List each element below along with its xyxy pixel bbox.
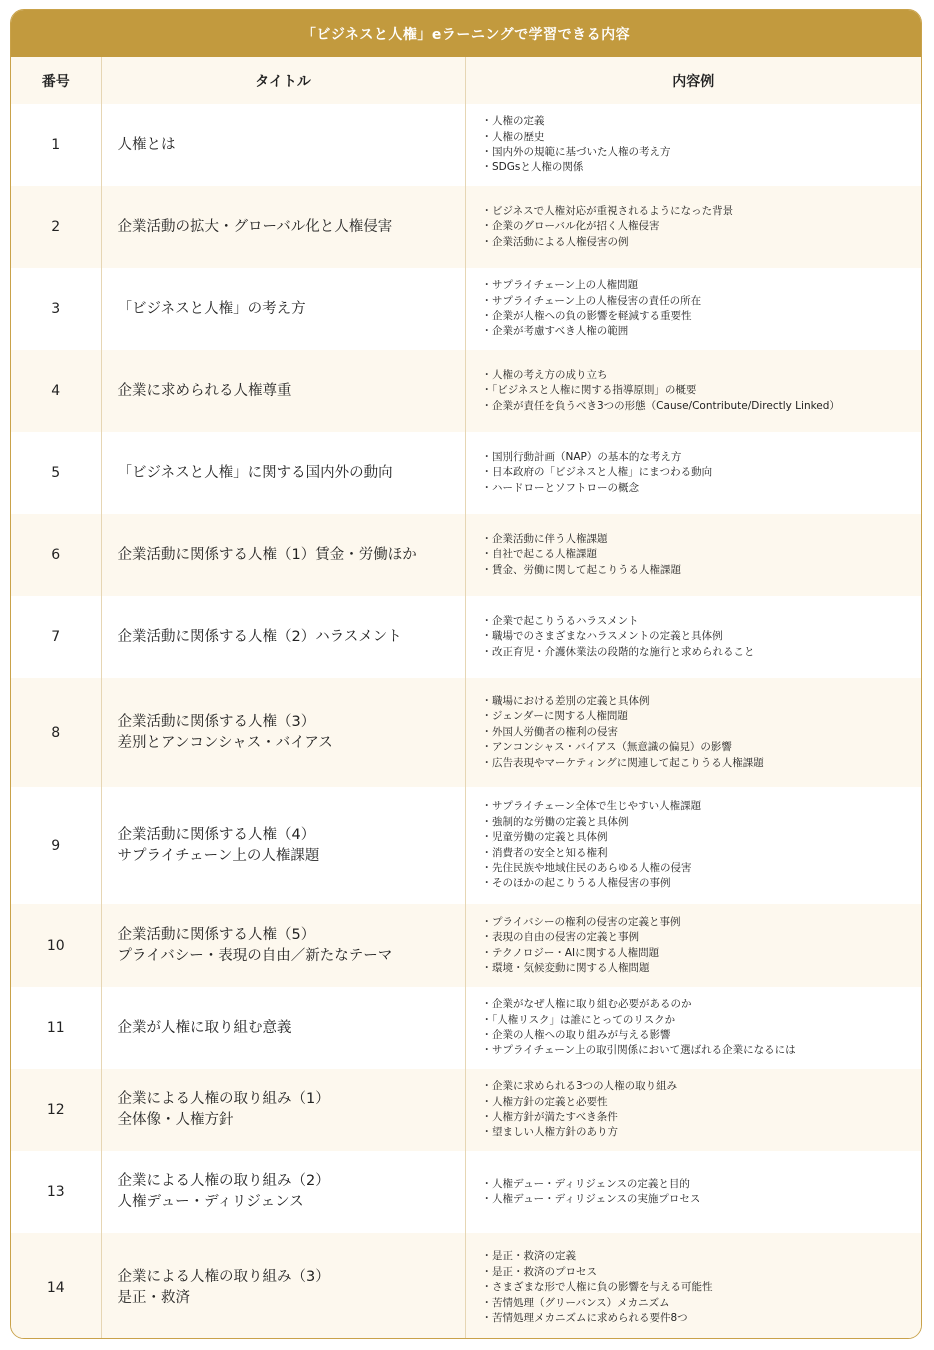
content-list <box>482 1177 922 1208</box>
row-title-line: 企業による人権の取り組み（2） <box>117 1173 330 1189</box>
row-title-line: 「ビジネスと人権」に関する国内外の動向 <box>117 464 393 481</box>
content-item: ・人権デュー・ディリジェンスの定義と目的 <box>481 1177 690 1190</box>
content-item: ・ジェンダーに関する人権問題 <box>481 710 628 723</box>
row-content <box>465 350 921 432</box>
row-title-line: 是正・救済 <box>117 1290 190 1306</box>
content-list <box>482 278 922 340</box>
content-item: ・さまざまな形で人権に負の影響を与える可能性 <box>481 1281 713 1294</box>
row-number: 13 <box>46 1184 65 1200</box>
row-title <box>101 1233 465 1339</box>
row-content <box>465 904 921 987</box>
header-content: 内容例 <box>465 57 921 104</box>
content-list <box>482 1079 922 1141</box>
row-number: 2 <box>51 219 61 235</box>
row-number: 11 <box>46 1020 65 1036</box>
row-title-line: サプライチェーン上の人権課題 <box>117 847 320 864</box>
row-title-line: 企業が人権に取り組む意義 <box>117 1019 292 1036</box>
row-content <box>465 987 921 1069</box>
row-number: 9 <box>51 837 61 854</box>
content-item: ・企業活動に伴う人権課題 <box>481 532 608 545</box>
content-item: ・環境・気候変動に関する人権問題 <box>481 961 650 974</box>
content-item: ・企業活動による人権侵害の例 <box>481 235 629 248</box>
content-list <box>482 450 922 496</box>
row-content <box>465 268 921 350</box>
content-list <box>482 204 922 250</box>
content-item: ・テクノロジー・AIに関する人権問題 <box>481 946 660 959</box>
content-item: ・「ビジネスと人権に関する指導原則」の概要 <box>481 384 697 397</box>
row-number: 3 <box>51 301 61 317</box>
content-list <box>482 694 922 771</box>
row-title-line: 人権デュー・ディリジェンス <box>117 1194 304 1210</box>
content-item: ・改正育児・介護休業法の段階的な施行と求められること <box>481 645 755 658</box>
row-content <box>465 678 921 787</box>
content-item: ・「人権リスク」は誰にとってのリスクか <box>481 1013 676 1026</box>
content-item: ・そのほかの起こりうる人権侵害の事例 <box>481 877 671 890</box>
content-item: ・サプライチェーン全体で生じやすい人権課題 <box>481 800 702 813</box>
content-item: ・企業で起こりうるハラスメント <box>481 614 639 627</box>
content-item: ・企業の人権への取り組みが与える影響 <box>481 1029 671 1041</box>
row-title-line: 企業による人権の取り組み（3） <box>117 1269 330 1285</box>
row-title-line: 企業活動に関係する人権（3） <box>117 713 316 730</box>
content-item: ・是正・救済のプロセス <box>481 1265 597 1278</box>
content-item: ・人権の歴史 <box>481 130 545 143</box>
row-title-line: 企業による人権の取り組み（1） <box>117 1091 330 1107</box>
row-content <box>465 432 921 514</box>
content-item: ・サプライチェーン上の人権問題 <box>481 279 639 292</box>
content-list <box>482 368 922 414</box>
table-row <box>11 350 921 432</box>
row-title-line: 「ビジネスと人権」の考え方 <box>117 300 306 317</box>
row-title-line: 企業活動に関係する人権（2）ハラスメント <box>117 628 402 645</box>
row-number: 8 <box>51 724 61 741</box>
content-item: ・強制的な労働の定義と具体例 <box>481 815 629 828</box>
content-item: ・消費者の安全と知る権利 <box>481 846 608 859</box>
row-title <box>101 787 465 904</box>
row-content <box>465 104 921 186</box>
row-title <box>101 904 465 987</box>
row-title <box>101 432 465 514</box>
row-title-line: 人権とは <box>117 136 176 153</box>
table-row <box>11 1069 921 1151</box>
table-row <box>11 1151 921 1233</box>
content-item: ・望ましい人権方針のあり方 <box>481 1126 618 1139</box>
content-item: ・人権の考え方の成り立ち <box>481 368 608 381</box>
row-title <box>101 350 465 432</box>
table-row <box>11 904 921 987</box>
content-item: ・職場でのさまざまなハラスメントの定義と具体例 <box>481 630 723 643</box>
content-item: ・職場における差別の定義と具体例 <box>481 694 650 707</box>
row-title-line: 企業活動に関係する人権（1）賃金・労働ほか <box>117 546 417 563</box>
row-title-line: 企業に求められる人権尊重 <box>117 382 292 399</box>
row-title <box>101 596 465 678</box>
content-item: ・ハードローとソフトローの概念 <box>481 481 639 494</box>
row-number: 12 <box>46 1102 65 1118</box>
content-list <box>482 614 922 660</box>
row-number: 7 <box>51 629 61 645</box>
row-title <box>101 1151 465 1233</box>
content-item: ・先住民族や地域住民のあらゆる人権の侵害 <box>481 861 692 874</box>
row-number: 4 <box>51 383 61 399</box>
row-title <box>101 1069 465 1151</box>
row-number: 5 <box>51 465 61 481</box>
row-title <box>101 987 465 1069</box>
row-title-line: 企業活動に関係する人権（5） <box>117 926 316 943</box>
content-item: ・人権デュー・ディリジェンスの実施プロセス <box>481 1193 701 1205</box>
row-number: 6 <box>51 547 61 563</box>
content-list <box>482 532 922 578</box>
row-number: 14 <box>46 1280 65 1296</box>
table-row <box>11 1233 921 1339</box>
content-list <box>482 799 922 891</box>
content-table-card <box>10 9 922 1339</box>
table-row <box>11 268 921 350</box>
content-list <box>482 1249 922 1326</box>
table-row <box>11 514 921 596</box>
row-title <box>101 186 465 268</box>
content-item: ・企業がなぜ人権に取り組む必要があるのか <box>481 998 692 1011</box>
row-number: 1 <box>51 137 61 153</box>
content-list <box>482 114 922 176</box>
content-item: ・ビジネスで人権対応が重視されるようになった背景 <box>481 204 734 217</box>
row-content <box>465 514 921 596</box>
content-list <box>482 997 922 1059</box>
row-content <box>465 787 921 904</box>
table-row <box>11 104 921 186</box>
table-row <box>11 787 921 904</box>
content-list <box>482 915 922 977</box>
content-item: ・サプライチェーン上の取引関係において選ばれる企業になるには <box>481 1044 796 1057</box>
content-item: ・自社で起こる人権課題 <box>481 548 597 561</box>
content-item: ・アンコンシャス・バイアス（無意識の偏見）の影響 <box>481 741 732 754</box>
header-row <box>11 57 921 104</box>
row-title <box>101 104 465 186</box>
content-item: ・苦情処理（グリーバンス）メカニズム <box>481 1296 670 1309</box>
content-item: ・企業が責任を負うべき3つの形態（Cause/Contribute/Directly Linked） <box>481 399 840 412</box>
row-title <box>101 268 465 350</box>
content-item: ・人権方針が満たすべき条件 <box>481 1111 618 1123</box>
row-title-line: 企業活動に関係する人権（4） <box>117 826 316 843</box>
table-row <box>11 987 921 1069</box>
content-item: ・是正・救済の定義 <box>481 1250 576 1263</box>
table-row <box>11 432 921 514</box>
content-item: ・SDGsと人権の関係 <box>481 161 584 174</box>
content-item: ・サプライチェーン上の人権侵害の責任の所在 <box>481 294 702 307</box>
row-content <box>465 1151 921 1233</box>
content-item: ・広告表現やマーケティングに関連して起こりうる人権課題 <box>481 756 764 769</box>
row-title-line: 差別とアンコンシャス・バイアス <box>117 734 333 751</box>
content-item: ・人権方針の定義と必要性 <box>481 1095 608 1108</box>
content-item: ・苦情処理メカニズムに求められる要件8つ <box>481 1312 688 1325</box>
row-number: 10 <box>46 937 65 954</box>
content-item: ・日本政府の「ビジネスと人権」にまつわる動向 <box>481 466 713 479</box>
content-item: ・企業が人権への負の影響を軽減する重要性 <box>481 310 692 322</box>
content-item: ・賃金、労働に関して起こりうる人権課題 <box>481 563 681 576</box>
row-content <box>465 596 921 678</box>
content-item: ・国別行動計画（NAP）の基本的な考え方 <box>481 450 682 463</box>
content-item: ・表現の自由の侵害の定義と事例 <box>481 931 639 944</box>
row-content <box>465 186 921 268</box>
table-row <box>11 186 921 268</box>
content-item: ・人権の定義 <box>481 115 545 128</box>
row-title-line: 全体像・人権方針 <box>117 1112 234 1128</box>
row-title-line: 企業活動の拡大・グローバル化と人権侵害 <box>117 218 393 235</box>
table-row <box>11 678 921 787</box>
header-title: タイトル <box>101 57 465 104</box>
content-item: ・プライバシーの権利の侵害の定義と事例 <box>481 915 681 928</box>
content-item: ・国内外の規範に基づいた人権の考え方 <box>481 146 671 158</box>
header-number: 番号 <box>11 57 101 104</box>
row-content <box>465 1069 921 1151</box>
row-title <box>101 678 465 787</box>
table-row <box>11 596 921 678</box>
content-item: ・企業が考慮すべき人権の範囲 <box>481 325 629 338</box>
row-title-line: プライバシー・表現の自由／新たなテーマ <box>117 947 393 964</box>
content-item: ・企業に求められる3つの人権の取り組み <box>481 1080 678 1093</box>
content-item: ・企業のグローバル化が招く人権侵害 <box>481 220 660 233</box>
content-item: ・児童労働の定義と具体例 <box>481 831 608 844</box>
row-content <box>465 1233 921 1339</box>
curriculum-table <box>11 57 921 1339</box>
table-title-banner: 「ビジネスと人権」eラーニングで学習できる内容 <box>11 10 921 57</box>
row-title <box>101 514 465 596</box>
content-item: ・外国人労働者の権利の侵害 <box>481 725 618 738</box>
